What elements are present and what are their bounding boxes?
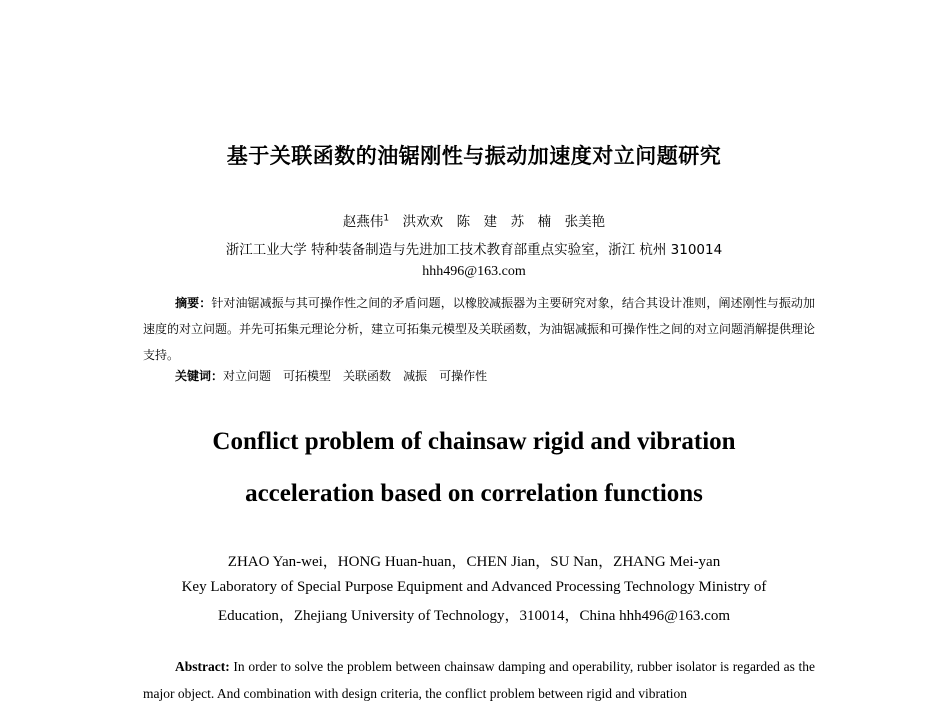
english-abstract-text: In order to solve the problem between chainsaw damping and operability, rubber isolator is regarded as the major object. And combination with design criteria, the conflict problem between rigid and vibration [143,659,816,701]
keyword: 可操作性 [439,369,488,383]
author-superscript: 1 [383,213,390,224]
english-title-line-2: acceleration based on correlation functions [245,480,703,507]
chinese-affiliation: 浙江工业大学 特种装备制造与先进加工技术教育部重点实验室，浙江 杭州 310014 [225,242,723,258]
chinese-abstract [143,290,815,368]
english-title-line-1: Conflict problem of chainsaw rigid and vibration [212,428,736,455]
chinese-title: 基于关联函数的油锯刚性与振动加速度对立问题研究 [226,144,722,168]
english-affiliation-line-2: Education，Zhejiang University of Technology，310014，China hhh496@163.com [218,608,730,624]
chinese-lead-author: 赵燕伟 [342,214,384,230]
chinese-authors [0,210,948,230]
chinese-email: hhh496@163.com [422,264,526,279]
keyword: 减振 [403,369,428,383]
english-abstract [143,653,815,707]
chinese-abstract-text: 针对油锯减振与其可操作性之间的矛盾问题，以橡胶减振器为主要研究对象，结合其设计准则，阐述刚性与振动加速度的对立问题。并先可拓集元理论分析，建立可拓集元模型及关联函数，为油锯减振和可操作性之间的对立问题消解提供理论支持。 [143,296,816,362]
chinese-coauthors: 洪欢欢 陈 建 苏 楠 张美艳 [402,214,606,230]
english-affiliation-line-1: Key Laboratory of Special Purpose Equipment and Advanced Processing Technology Ministry of [181,579,767,595]
english-abstract-label: Abstract: [175,659,230,674]
keyword: 关联函数 [343,369,392,383]
chinese-keywords-label: 关键词： [175,369,224,383]
keyword: 可拓模型 [283,369,332,383]
chinese-keywords [175,367,499,384]
keyword: 对立问题 [223,369,272,383]
chinese-abstract-label: 摘要： [175,296,212,310]
english-authors: ZHAO Yan-wei，HONG Huan-huan，CHEN Jian，SU Nan，ZHANG Mei-yan [227,554,721,570]
